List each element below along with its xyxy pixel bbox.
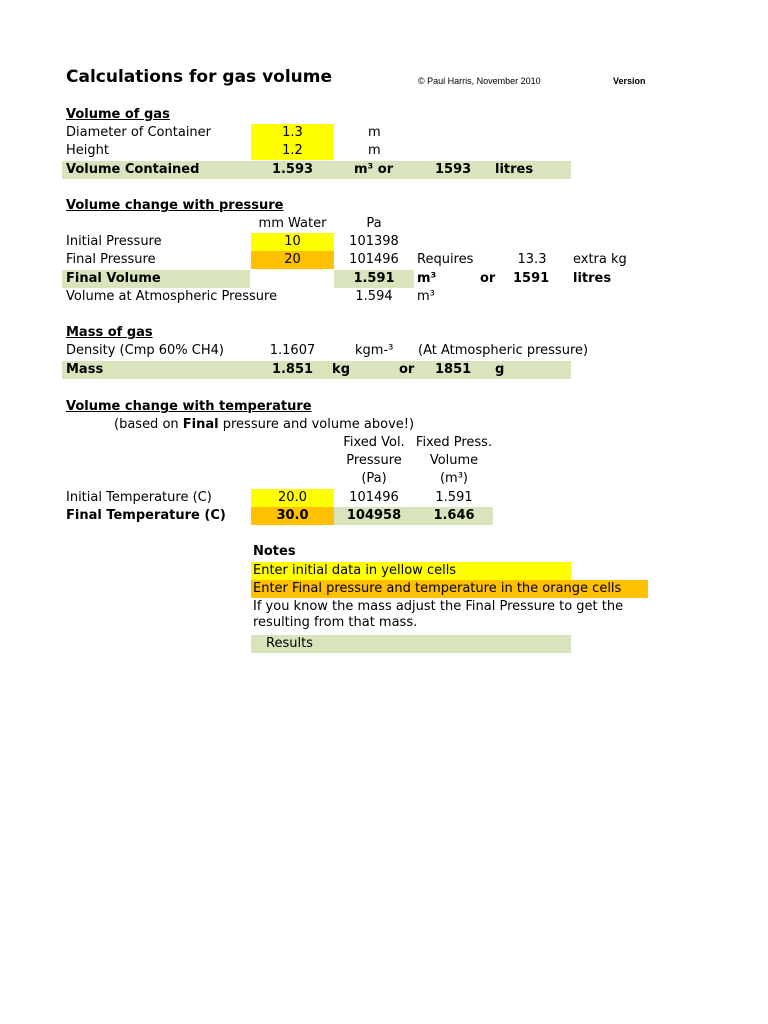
fixed-press-header-3: (m³)	[439, 471, 469, 486]
mass-or: or	[399, 362, 415, 377]
initial-pressure-pa: 101398	[349, 234, 399, 249]
pa-header: Pa	[366, 216, 382, 231]
density-label: Density (Cmp 60% CH4)	[66, 343, 224, 358]
final-volume-unit: m³	[417, 271, 437, 286]
notes-mass-line-1: If you know the mass adjust the Final Pressure to get the	[253, 599, 624, 614]
final-volume-litres: 1591	[513, 271, 550, 286]
volume-of-gas-heading: Volume of gas	[66, 107, 170, 122]
height-unit: m	[368, 143, 381, 158]
notes-orange-text: Enter Final pressure and temperature in the orange cells	[253, 581, 622, 596]
density-value: 1.1607	[269, 343, 316, 358]
extra-kg-label: extra kg	[573, 252, 627, 267]
final-volume-value: 1.591	[353, 271, 395, 286]
temperature-note: (based on Final pressure and volume above!)	[114, 417, 415, 432]
volume-contained-litres: 1593	[435, 162, 472, 177]
atm-volume-unit: m³	[417, 289, 435, 304]
final-volume-label: Final Volume	[66, 271, 161, 286]
final-temperature-volume: 1.646	[433, 508, 475, 523]
pressure-heading: Volume change with pressure	[66, 198, 284, 213]
temperature-heading: Volume change with temperature	[66, 399, 312, 414]
notes-yellow-text: Enter initial data in yellow cells	[253, 563, 457, 578]
atm-volume-value: 1.594	[355, 289, 393, 304]
initial-temperature-volume: 1.591	[435, 490, 473, 505]
final-pressure-pa: 101496	[349, 252, 399, 267]
density-note: (At Atmospheric pressure)	[418, 343, 589, 358]
fixed-press-header-2: Volume	[429, 453, 479, 468]
version-label: Version	[613, 76, 646, 86]
diameter-unit: m	[368, 125, 381, 140]
page-title: Calculations for gas volume	[66, 67, 333, 87]
final-volume-or: or	[480, 271, 496, 286]
final-temperature-value[interactable]: 30.0	[276, 508, 309, 523]
initial-temperature-pressure: 101496	[349, 490, 399, 505]
mm-water-header: mm Water	[258, 216, 327, 231]
mass-grams: 1851	[435, 362, 472, 377]
initial-temperature-value[interactable]: 20.0	[278, 490, 307, 505]
mass-unit: kg	[332, 362, 350, 377]
volume-contained-label: Volume Contained	[66, 162, 200, 177]
density-unit: kgm-³	[355, 343, 394, 358]
volume-contained-unit: m³ or	[354, 162, 394, 177]
requires-label: Requires	[417, 252, 474, 267]
atm-volume-label: Volume at Atmospheric Pressure	[66, 289, 278, 304]
fixed-vol-header-2: Pressure	[346, 453, 402, 468]
final-temperature-pressure: 104958	[346, 508, 402, 523]
diameter-label: Diameter of Container	[66, 125, 212, 140]
fixed-vol-header-1: Fixed Vol.	[343, 435, 405, 450]
fixed-press-header-1: Fixed Press.	[415, 435, 493, 450]
volume-contained-value: 1.593	[271, 162, 314, 177]
notes-heading: Notes	[253, 544, 296, 559]
final-pressure-label: Final Pressure	[66, 252, 156, 267]
diameter-value[interactable]: 1.3	[282, 125, 303, 140]
notes-mass-line-2: resulting from that mass.	[253, 615, 418, 630]
copyright-text: © Paul Harris, November 2010	[418, 76, 541, 86]
fixed-vol-header-3: (Pa)	[361, 471, 387, 486]
litres-label: litres	[495, 162, 534, 177]
final-temperature-label: Final Temperature (C)	[66, 508, 226, 523]
height-label: Height	[66, 143, 109, 158]
requires-value: 13.3	[517, 252, 547, 267]
initial-pressure-mm[interactable]: 10	[284, 234, 301, 249]
mass-grams-unit: g	[495, 362, 505, 377]
initial-temperature-label: Initial Temperature (C)	[66, 490, 212, 505]
notes-results-text: Results	[266, 636, 313, 651]
height-value[interactable]: 1.2	[282, 143, 303, 158]
mass-heading: Mass of gas	[66, 325, 153, 340]
mass-value: 1.851	[271, 362, 314, 377]
final-pressure-mm[interactable]: 20	[284, 252, 301, 267]
initial-pressure-label: Initial Pressure	[66, 234, 162, 249]
mass-label: Mass	[66, 362, 104, 377]
final-volume-litres-label: litres	[573, 271, 612, 286]
